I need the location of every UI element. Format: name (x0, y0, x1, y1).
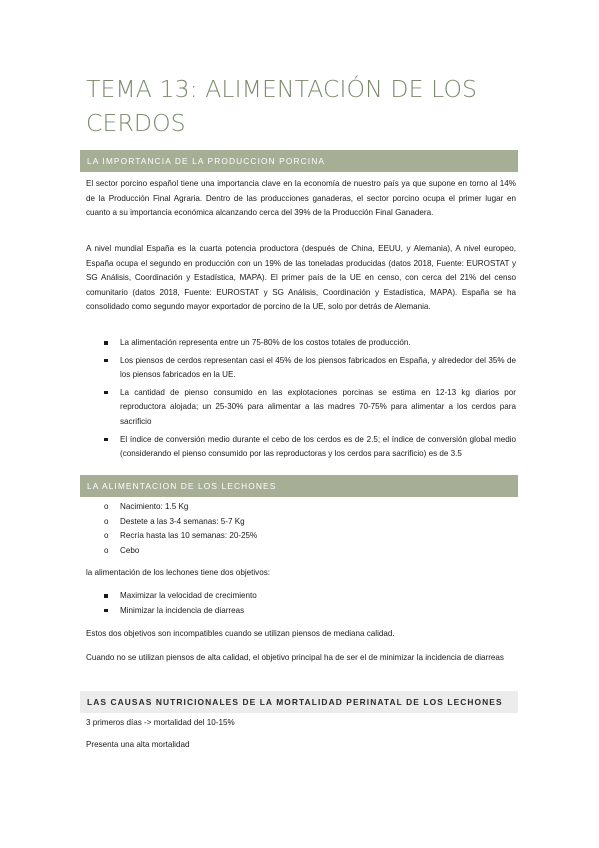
circle-bullet-icon: o (104, 516, 109, 526)
list-item (86, 529, 516, 544)
list-item (86, 604, 516, 619)
square-bullet-icon (104, 359, 108, 363)
paragraph-causas-2: Presenta una alta mortalidad (86, 740, 190, 749)
list-item-text: Recría hasta las 10 semanas: 20-25% (120, 531, 258, 541)
bullet-list-importancia (86, 336, 516, 465)
list-item-text: Destete a las 3-4 semanas: 5-7 Kg (120, 516, 245, 526)
list-item (86, 500, 516, 515)
list-item-text: Minimizar la incidencia de diarreas (120, 605, 245, 615)
square-bullet-icon (104, 609, 108, 613)
circle-bullet-icon: o (104, 545, 109, 555)
list-item (86, 589, 516, 604)
section-heading-causas: LAS CAUSAS NUTRICIONALES DE LA MORTALIDAD PERINATAL DE LOS LECHONES (80, 691, 518, 713)
list-item (86, 515, 516, 530)
paragraph-note-2: Cuando no se utilizan piensos de alta calidad, el objetivo principal ha de ser el de minimizar la incidencia de diarreas (86, 653, 504, 662)
paragraph-importancia-1: El sector porcino español tiene una importancia clave en la economía de nuestro país ya que supone en torno al 14% de la Producción Final Agraria. Dentro de las producciones ganaderas, el sector porcino ocupa el primer lugar en cuanto a su importancia económica alcanzando cerca del 39% de la Producción Final Ganadera. (86, 179, 516, 218)
circle-bullet-icon: o (104, 502, 109, 511)
list-item-text: Los piensos de cerdos representan casi el 45% de los piensos fabricados en España, y alrededor del 35% de los piensos fabricados en la UE. (120, 355, 516, 380)
paragraph-causas-1: 3 primeros días -> mortalidad del 10-15% (86, 718, 235, 727)
square-bullet-icon (104, 594, 108, 598)
list-item-text: La cantidad de pienso consumido en las explotaciones porcinas se estima en 12-13 kg diarios por reproductora alojada; un 25-30% para alimentar a las madres 70-75% para alimentar a los cerdos para sacrificio (120, 387, 516, 426)
paragraph-note-1: Estos dos objetivos son incompatibles cuando se utilizan piensos de mediana calidad. (86, 629, 395, 638)
list-item-text: Nacimiento: 1.5 Kg (120, 502, 189, 511)
list-item-text: El índice de conversión medio durante el cebo de los cerdos es de 2.5; el índice de conversión global medio (considerando el pienso consumido por las reproductoras y los cerdos para sacrificio) es de 3.5 (120, 434, 516, 459)
square-bullet-icon (104, 438, 108, 442)
stage-list (86, 500, 516, 558)
list-item (86, 544, 516, 559)
objectives-list (86, 589, 516, 618)
list-item (86, 336, 516, 351)
objectives-intro: la alimentación de los lechones tiene dos objetivos: (86, 568, 271, 577)
section-heading-lechones: LA ALIMENTACION DE LOS LECHONES (80, 475, 518, 497)
page-title: TEMA 13: ALIMENTACIÓN DE LOS CERDOS (86, 75, 478, 137)
paragraph-importancia-2: A nivel mundial España es la cuarta potencia productora (después de China, EEUU, y Alemania), A nivel europeo, España ocupa el segundo en producción con un 19% de las toneladas producidas (datos 2018, Fuente: EUROSTAT y SG Análisis, Coordinación y Estadística, MAPA). El primer país de la UE en censo, con cerca del 21% del censo comunitario (datos 2018, Fuente: EUROSTAT y SG Análisis, Coordinación y Estadística, MAPA). España se ha consolidado como segundo mayor exportador de porcino de la UE, solo por detrás de Alemania. (86, 244, 516, 312)
list-item (86, 433, 516, 462)
square-bullet-icon (104, 341, 108, 345)
square-bullet-icon (104, 391, 108, 395)
list-item-text: Cebo (120, 545, 140, 555)
list-item (86, 386, 516, 430)
section-heading-importancia: LA IMPORTANCIA DE LA PRODUCCION PORCINA (80, 150, 518, 172)
list-item-text: La alimentación representa entre un 75-80% de los costos totales de producción. (120, 338, 411, 347)
list-item-text: Maximizar la velocidad de crecimiento (120, 591, 257, 600)
circle-bullet-icon: o (104, 531, 109, 541)
list-item (86, 354, 516, 383)
